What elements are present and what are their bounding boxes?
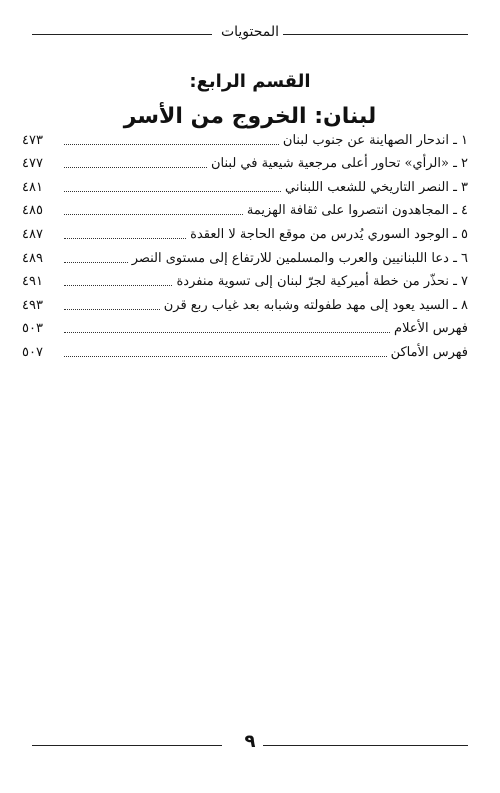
toc-entry-page: ٤٧٣ [22,132,43,148]
toc-entry-label: فهرس الأماكن [390,344,468,360]
header-title: المحتويات [220,24,280,40]
toc-entry-page: ٤٧٧ [22,156,43,172]
toc-entry-label: ١ ـ اندحار الصهاينة عن جنوب لبنان [282,132,468,148]
toc-entry-label: ٥ ـ الوجود السوري يُدرس من موقع الحاجة لا العقدة [190,226,468,242]
page-footer [32,729,468,759]
toc-leader-dots [64,308,160,310]
toc-entry[interactable] [22,314,468,338]
toc-entry-page: ٤٨١ [22,179,43,195]
toc-entry[interactable] [22,337,468,361]
toc-leader-dots [64,284,172,286]
toc-entry-label: ٣ ـ النصر التاريخي للشعب اللبناني [284,179,468,195]
toc-entry-page: ٥٠٣ [22,321,43,337]
header-rule-right [283,34,468,35]
toc-entry[interactable] [22,267,468,291]
toc-leader-dots [64,355,387,357]
toc-leader-dots [64,143,279,145]
toc-entry-page: ٤٨٥ [22,203,43,219]
toc-leader-dots [64,166,207,168]
toc-entry-page: ٤٨٩ [22,250,43,266]
toc-entry[interactable] [22,243,468,267]
footer-rule-right [263,745,468,746]
toc-entry[interactable] [22,290,468,314]
toc-entry-label: ٨ ـ السيد يعود إلى مهد طفولته وشبابه بعد غياب ربع قرن [163,297,468,313]
toc-entry-page: ٥٠٧ [22,344,43,360]
toc-entry[interactable] [22,149,468,173]
toc-entry-label: ٢ ـ «الرأي» تحاور أعلى مرجعية شيعية في لبنان [210,156,468,172]
toc-entry-label: ٦ ـ دعا اللبنانيين والعرب والمسلمين للارتفاع إلى مستوى النصر [131,250,468,266]
toc-entry-label: ٧ ـ نحذّر من خطة أميركية لجرّ لبنان إلى تسوية منفردة [176,274,468,290]
toc-leader-dots [64,237,186,239]
toc-entry[interactable] [22,125,468,149]
running-header [32,22,468,42]
toc-leader-dots [64,213,243,215]
toc-entry[interactable] [22,172,468,196]
toc-leader-dots [64,261,128,263]
toc-entry-page: ٤٩٣ [22,297,43,313]
toc-entry[interactable] [22,219,468,243]
toc-entry[interactable] [22,196,468,220]
toc-entry-page: ٤٨٧ [22,226,43,242]
toc-entry-page: ٤٩١ [22,274,43,290]
table-of-contents [22,125,468,361]
toc-leader-dots [64,190,281,192]
toc-leader-dots [64,331,390,333]
page-number: ٩ [244,731,256,752]
section-subheading: لبنان: الخروج من الأسر [123,104,377,129]
section-heading: القسم الرابع: [189,71,311,92]
toc-entry-label: ٤ ـ المجاهدون انتصروا على ثقافة الهزيمة [246,203,468,219]
toc-entry-label: فهرس الأعلام [394,321,468,337]
